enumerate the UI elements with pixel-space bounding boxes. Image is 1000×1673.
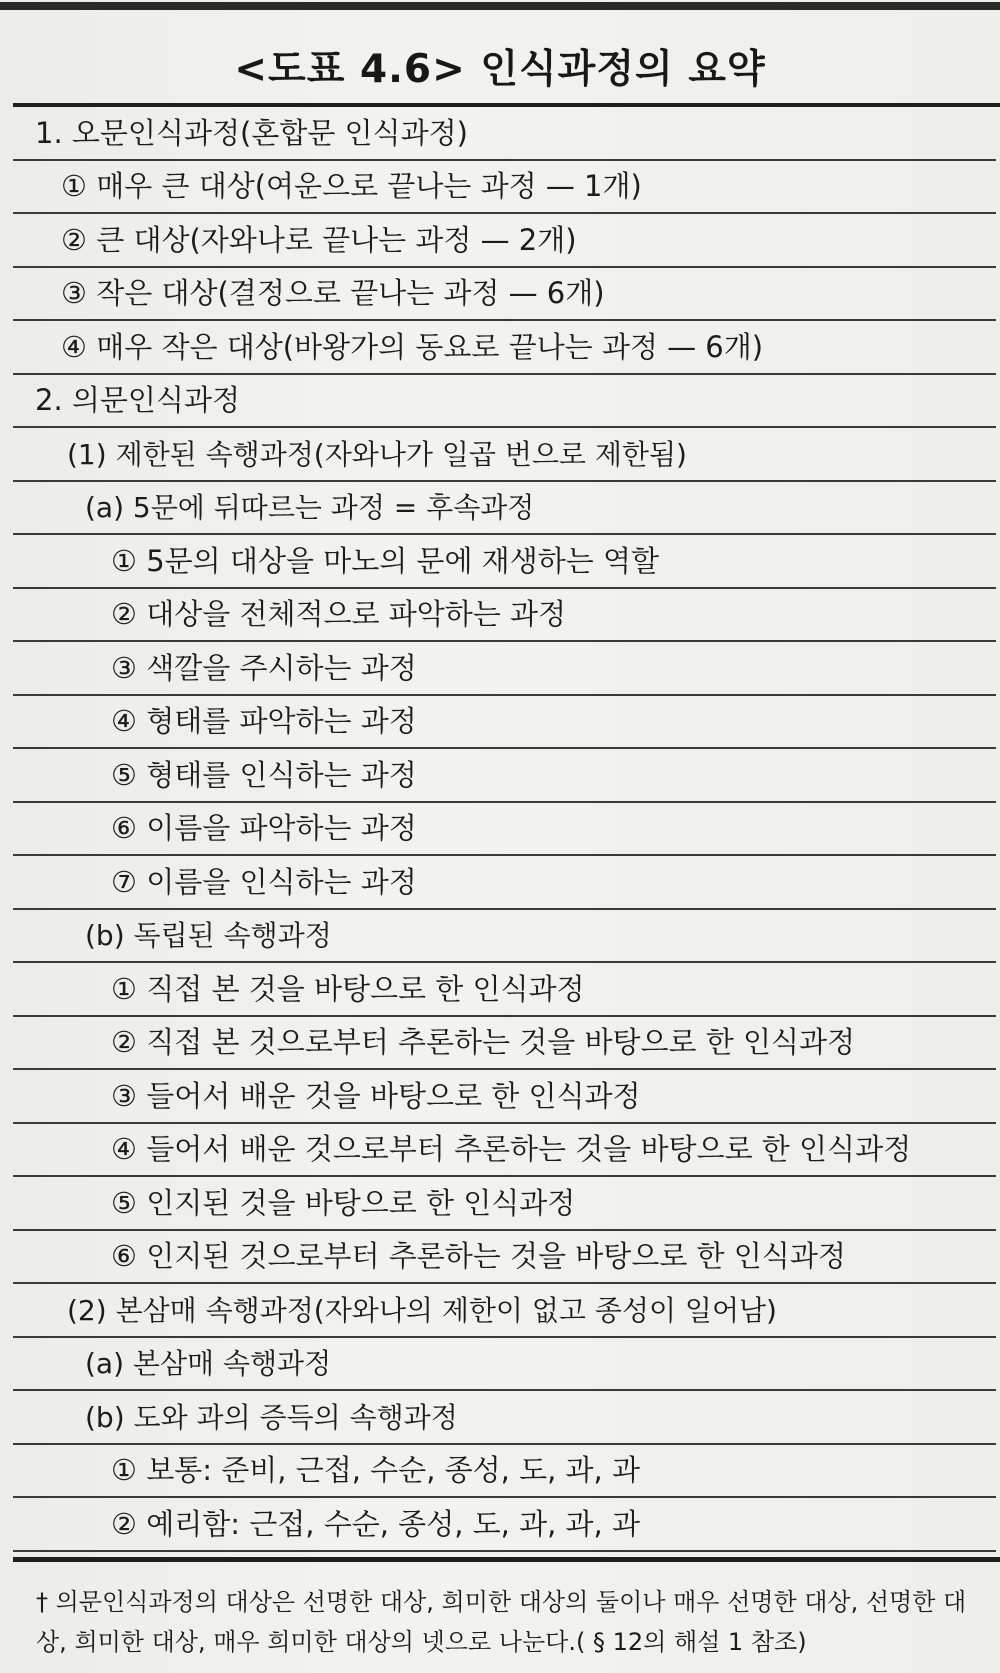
row-text: 2. 의문인식과정 (35, 383, 240, 417)
row-text: (a) 5문에 뒤따르는 과정 = 후속과정 (85, 491, 535, 524)
row-text: ⑦ 이름을 인식하는 과정 (111, 864, 417, 899)
table-row (13, 535, 996, 589)
row-text: ① 5문의 대상을 마노의 문에 재생하는 역할 (111, 543, 659, 578)
table-row (13, 1177, 996, 1231)
row-text: ⑥ 이름을 파악하는 과정 (111, 811, 417, 845)
table-row (13, 428, 996, 482)
table-row (13, 803, 996, 857)
row-text: ④ 매우 작은 대상(바왕가의 동요로 끝나는 과정 — 6개) (61, 329, 764, 364)
row-text: (1) 제한된 속행과정(자와나가 일곱 번으로 제한됨) (67, 437, 687, 471)
table-row (13, 214, 996, 268)
table-row (13, 696, 996, 750)
table-row (13, 589, 996, 643)
row-text: ⑤ 형태를 인식하는 과정 (111, 757, 417, 792)
table-row (13, 375, 996, 429)
bottom-rule (13, 1557, 1000, 1562)
table-row (13, 321, 996, 375)
summary-table (0, 107, 1000, 1552)
row-text: ② 대상을 전체적으로 파악하는 과정 (111, 597, 567, 631)
table-row (13, 268, 996, 322)
table-row (13, 1498, 996, 1552)
row-text: ③ 들어서 배운 것을 바탕으로 한 인식과정 (111, 1078, 641, 1113)
row-text: (b) 도와 과의 증득의 속행과정 (85, 1400, 458, 1434)
table-row (13, 161, 996, 215)
row-text: ⑥ 인지된 것으로부터 추론하는 것을 바탕으로 한 인식과정 (111, 1239, 846, 1273)
table-row (13, 1124, 996, 1178)
row-text: ③ 색깔을 주시하는 과정 (111, 650, 417, 685)
table-row (13, 482, 996, 536)
top-rule (0, 2, 1000, 10)
table-row (13, 1017, 996, 1071)
table-row (13, 1391, 996, 1445)
row-text: 1. 오문인식과정(혼합문 인식과정) (35, 115, 468, 150)
table-row (13, 749, 996, 803)
row-text: ② 직접 본 것으로부터 추론하는 것을 바탕으로 한 인식과정 (111, 1025, 856, 1059)
row-text: (a) 본삼매 속행과정 (85, 1347, 332, 1380)
table-title: <도표 4.6> 인식과정의 요약 (234, 47, 766, 92)
table-row (13, 910, 996, 964)
table-row (13, 1231, 996, 1285)
row-text: ④ 형태를 파악하는 과정 (111, 704, 417, 738)
row-text: ⑤ 인지된 것을 바탕으로 한 인식과정 (111, 1185, 576, 1220)
table-row (13, 107, 996, 161)
row-text: ③ 작은 대상(결정으로 끝나는 과정 — 6개) (61, 276, 605, 310)
row-text: ④ 들어서 배운 것으로부터 추론하는 것을 바탕으로 한 인식과정 (111, 1132, 912, 1166)
row-text: ② 예리함: 근접, 수순, 종성, 도, 과, 과, 과 (111, 1506, 641, 1541)
row-text: (b) 독립된 속행과정 (85, 919, 332, 952)
table-row (13, 642, 996, 696)
row-text: ① 직접 본 것을 바탕으로 한 인식과정 (111, 971, 585, 1006)
table-row (13, 1338, 996, 1392)
row-text: ① 보통: 준비, 근접, 수순, 종성, 도, 과, 과 (111, 1453, 641, 1487)
table-row (13, 1445, 996, 1499)
table-row (13, 1284, 996, 1338)
row-text: (2) 본삼매 속행과정(자와나의 제한이 없고 종성이 일어남) (67, 1293, 777, 1327)
table-row (13, 963, 996, 1017)
row-text: ① 매우 큰 대상(여운으로 끝나는 과정 — 1개) (61, 169, 642, 203)
table-row (13, 1070, 996, 1124)
table-row (13, 856, 996, 910)
footnote: † 의문인식과정의 대상은 선명한 대상, 희미한 대상의 둘이나 매우 선명한 대상, 선명한 대상, 희미한 대상, 매우 희미한 대상의 넷으로 나눈다.( § 12의 해설 1 참조) (36, 1588, 967, 1656)
row-text: ② 큰 대상(자와나로 끝나는 과정 — 2개) (61, 222, 577, 257)
